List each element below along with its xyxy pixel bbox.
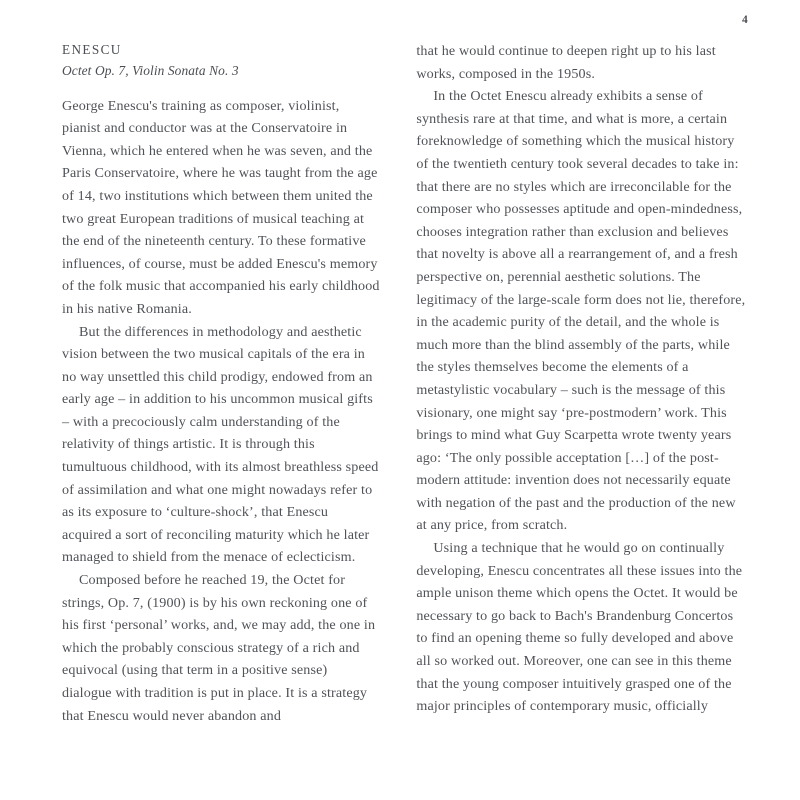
paragraph: George Enescu's training as composer, violinist, pianist and conductor was at the Conservatoire in Vienna, which he entered when he was seven, and the Paris Conservatoire, where he was taught from the age of 14, two institutions which between them united the two great European traditions of musical teaching at the end of the nineteenth century. To these formative influences, of course, must be added Enescu's memory of the folk music that accompanied his early childhood in his native Romania. [62,97,380,317]
paragraph: that he would continue to deepen right up to his last works, composed in the 1950s. [416,43,716,82]
paragraph: Composed before he reached 19, the Octet for strings, Op. 7, (1900) is by his own reckoning one of his first ‘personal’ works, and, we may add, the one in which the probably conscious strategy of a rich and equivocal (using that term in a positive sense) dialogue with tradition is put in place. It is a strategy that Enescu would never abandon and [62,572,376,724]
works-subtitle: Octet Op. 7, Violin Sonata No. 3 [62,63,239,79]
column-right [416,40,746,727]
paragraph: Using a technique that he would go on continually developing, Enescu concentrates all these issues into the ample unison theme which opens the Octet. It would be necessary to go back to Bach's Brandenburg Concertos to find an opening theme so fully developed and above all so worked out. Moreover, one can see in this theme that the young composer intuitively grasped one of the major principles of contemporary music, officially [416,540,743,715]
text-columns [62,40,746,727]
heading-block [62,40,380,81]
composer-name: ENESCU [62,42,122,57]
paragraph: But the differences in methodology and aesthetic vision between the two musical capitals of the era in no way unsettled this child prodigy, endowed from an early age – in addition to his uncommon musical gifts – with a precociously calm understanding of the relativity of things artistic. It is through this tumultuous childhood, with its almost breathless speed of assimilation and what one might nowadays refer to as its exposure to ‘culture-shock’, that Enescu acquired a sort of reconciling maturity which he later managed to shield from the menace of eclecticism. [62,323,379,566]
paragraph: In the Octet Enescu already exhibits a sense of synthesis rare at that time, and what is more, a certain foreknowledge of something which the musical history of the twentieth century took several decades to take in: that there are no styles which are irreconcilable for the composer who possesses aptitude and open-mindedness, chooses integration rather than exclusion and believes that novelty is above all a rearrangement of, and a fresh perspective on, perennial aesthetic solutions. The legitimacy of the large-scale form does not lie, therefore, in the academic purity of the detail, and the whole is much more than the blind assembly of the parts, while the styles themselves become the elements of a metastylistic vocabulary – such is the message of this visionary, one might say ‘pre-postmodern’ work. This brings to mind what Guy Scarpetta wrote twenty years ago: ‘The only possible acceptation […] of the post-modern attitude: invention does not necessarily equate with negation of the past and the production of the new at any price, from scratch. [416,88,746,534]
column-left [62,40,380,727]
page-number: 4 [742,14,748,26]
